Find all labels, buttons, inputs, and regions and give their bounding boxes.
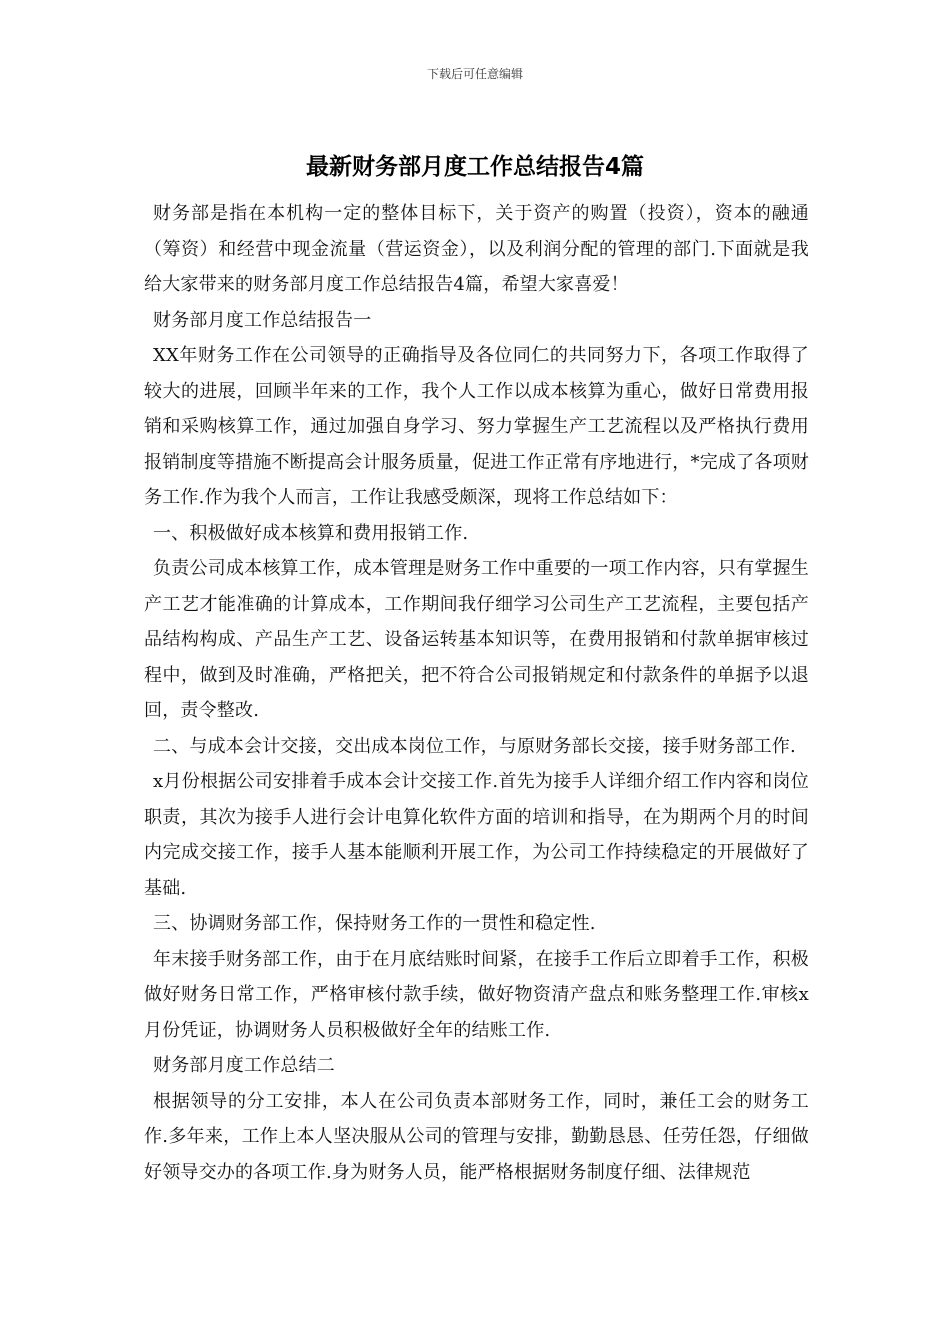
section-heading: 一、积极做好成本核算和费用报销工作. xyxy=(153,522,469,544)
section-heading-report-two: 财务部月度工作总结二 xyxy=(153,1055,335,1076)
document-title: 最新财务部月度工作总结报告4篇 xyxy=(305,154,644,180)
section-heading: 三、协调财务部工作，保持财务工作的一贯性和稳定性. xyxy=(153,913,596,934)
section-heading-report-one: 财务部月度工作总结报告一 xyxy=(153,309,372,331)
paragraph: 负责公司成本核算工作，成本管理是财务工作中重要的一项工作内容，只有掌握生产工艺才能准确的计算成本，工作期间我仔细学习公司生产工艺流程，主要包括产品结构构成、产品生产工艺、设备运转基本知识等，在费用报销和付款单据审核过程中，做到及时准确，严格把关，把不符合公司报销规定和付款条件的单据予以退回，责令整改. xyxy=(144,558,809,721)
page-header-note: 下载后可任意编辑 xyxy=(426,67,523,81)
paragraph-intro: 财务部是指在本机构一定的整体目标下，关于资产的购置（投资），资本的融通（筹资）和经营中现金流量（营运资金），以及利润分配的管理的部门.下面就是我给大家带来的财务部月度工作总结报告4篇，希望大家喜爱！ xyxy=(144,203,809,295)
section-heading: 二、与成本会计交接，交出成本岗位工作，与原财务部长交接，接手财务部工作. xyxy=(153,735,796,757)
paragraph: 根据领导的分工安排，本人在公司负责本部财务工作，同时，兼任工会的财务工作.多年来，工作上本人坚决服从公司的管理与安排，勤勤恳恳、任劳任怨，仔细做好领导交办的各项工作.身为财务人员，能严格根据财务制度仔细、法律规范 xyxy=(144,1090,809,1183)
paragraph: x月份根据公司安排着手成本会计交接工作.首先为接手人详细介绍工作内容和岗位职责，其次为接手人进行会计电算化软件方面的培训和指导，在为期两个月的时间内完成交接工作，接手人基本能顺利开展工作，为公司工作持续稳定的开展做好了基础. xyxy=(144,771,809,899)
paragraph: XX年财务工作在公司领导的正确指导及各位同仁的共同努力下，各项工作取得了较大的进展，回顾半年来的工作，我个人工作以成本核算为重心，做好日常费用报销和采购核算工作，通过加强自身学习、努力掌握生产工艺流程以及严格执行费用报销制度等措施不断提高会计服务质量，促进工作正常有序地进行，*完成了各项财务工作.作为我个人而言，工作让我感受颇深，现将工作总结如下： xyxy=(144,345,809,508)
document-body xyxy=(144,196,809,1190)
paragraph: 年末接手财务部工作，由于在月底结账时间紧，在接手工作后立即着手工作，积极做好财务日常工作，严格审核付款手续，做好物资清产盘点和账务整理工作.审核x月份凭证，协调财务人员积极做好全年的结账工作. xyxy=(144,948,809,1041)
